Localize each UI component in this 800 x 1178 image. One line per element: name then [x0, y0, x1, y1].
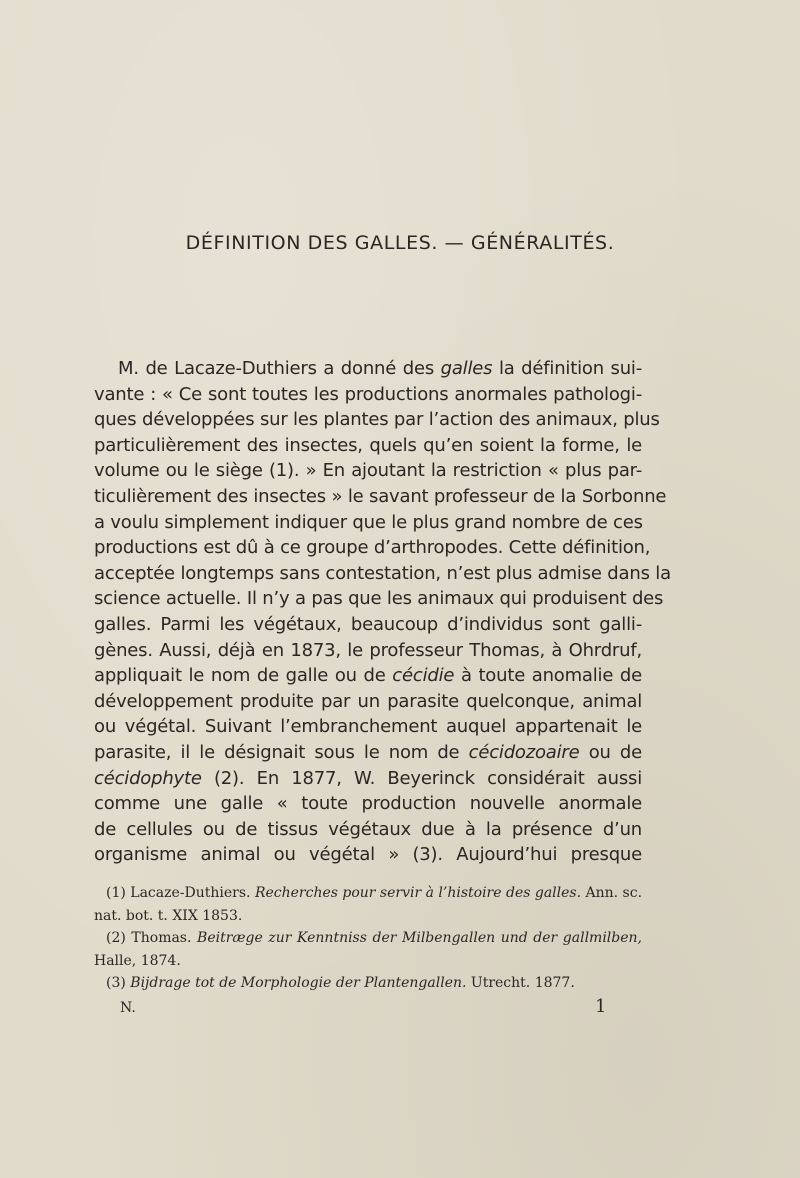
body-line-text-end: ou de: [579, 741, 642, 763]
body-line-text: productions est dû à ce groupe d’arthropodes. Cette définition,: [94, 537, 651, 559]
body-line-text: ou végétal. Suivant l’embranchement auquel appartenait le: [94, 716, 642, 738]
footnote-text: (1) Lacaze-Duthiers.: [106, 885, 255, 901]
footnote-italic: Bijdrage tot de Morphologie der Plantengallen.: [130, 975, 467, 992]
footnote-line: [94, 927, 642, 950]
footnote-line: [94, 882, 642, 905]
footnote-line: [94, 905, 642, 928]
body-line: [94, 638, 642, 664]
page-number: 1: [595, 996, 607, 1017]
body-line-text-end: (2). En 1877, W. Beyerinck considérait aussi: [201, 767, 642, 789]
footnotes: [94, 882, 642, 995]
body-paragraph: [94, 356, 671, 868]
body-line-text: appliquait le nom de galle ou de: [94, 665, 393, 687]
body-line: [94, 407, 660, 433]
footnote-italic: Beitræge zur Kenntniss der Milbengallen und der gallmilben,: [197, 930, 642, 947]
body-line: [94, 510, 642, 536]
body-line-text: parasite, il le désignait sous le nom de: [94, 741, 469, 763]
body-line: [94, 689, 642, 715]
body-line-text: volume ou le siège (1). » En ajoutant la restriction « plus par-: [94, 460, 642, 482]
body-line: [94, 842, 642, 868]
body-line: [94, 458, 642, 484]
body-line-text: développement produite par un parasite quelconque, animal: [94, 690, 642, 712]
body-line-text: M. de Lacaze-Duthiers a donné des: [118, 358, 441, 379]
body-line-text: organisme animal ou végétal » (3). Aujourd’hui presque: [94, 844, 642, 866]
footnote-text: Halle, 1874.: [94, 952, 181, 969]
footnote-text-end: Utrecht. 1877.: [466, 975, 575, 992]
body-line-text: galles. Parmi les végétaux, beaucoup d’individus sont galli-: [94, 613, 642, 635]
body-line-text-end: à toute anomalie de: [454, 665, 642, 687]
footnote-line: [94, 972, 642, 995]
body-line-italic: galles: [440, 358, 493, 379]
body-line-italic: cécidophyte: [94, 767, 202, 789]
chapter-title: DÉFINITION DES GALLES. — GÉNÉRALITÉS.: [185, 232, 615, 254]
body-line: [94, 740, 642, 766]
footnote-text: (3): [106, 975, 131, 992]
footnote-text-end: Ann. sc.: [581, 885, 643, 901]
body-line-text: vante : « Ce sont toutes les productions anormales pathologi-: [94, 383, 642, 405]
body-line-text: ques développées sur les plantes par l’action des animaux, plus: [94, 409, 660, 431]
body-line: [94, 612, 642, 638]
body-line: [94, 714, 642, 740]
body-line-text: a voulu simplement indiquer que le plus grand nombre de ces: [94, 511, 643, 533]
body-line: [94, 433, 642, 459]
body-line: [94, 663, 642, 689]
body-line-text: gènes. Aussi, déjà en 1873, le professeur Thomas, à Ohrdruf,: [94, 639, 642, 661]
body-line-text: comme une galle « toute production nouvelle anormale: [94, 793, 642, 815]
signature-mark: N.: [120, 1000, 136, 1016]
body-line-text-end: la définition sui-: [492, 358, 642, 379]
body-line-text: ticulièrement des insectes » le savant professeur de la Sorbonne: [94, 485, 667, 507]
body-line: [94, 535, 651, 561]
body-line-text: particulièrement des insectes, quels qu’en soient la forme, le: [94, 434, 642, 456]
footnote-text: nat. bot. t. XIX 1853.: [94, 907, 243, 924]
footnote-text: (2) Thomas.: [106, 930, 198, 947]
body-line: [94, 484, 667, 510]
body-line-italic: cécidozoaire: [468, 741, 580, 763]
body-line: [94, 561, 671, 587]
body-line: [94, 766, 642, 792]
footnote-line: [94, 950, 642, 973]
body-line: [94, 586, 664, 612]
body-line: [94, 791, 642, 817]
body-line-text: science actuelle. Il n’y a pas que les animaux qui produisent des: [94, 588, 664, 610]
body-line-text: de cellules ou de tissus végétaux due à la présence d’un: [94, 818, 642, 840]
body-line: [94, 382, 642, 408]
body-line: [94, 817, 642, 843]
body-line: [94, 356, 642, 382]
footnote-italic: Recherches pour servir à l’histoire des galles.: [254, 885, 582, 901]
body-line-text: acceptée longtemps sans contestation, n’est plus admise dans la: [94, 562, 671, 584]
body-line-italic: cécidie: [392, 665, 455, 687]
